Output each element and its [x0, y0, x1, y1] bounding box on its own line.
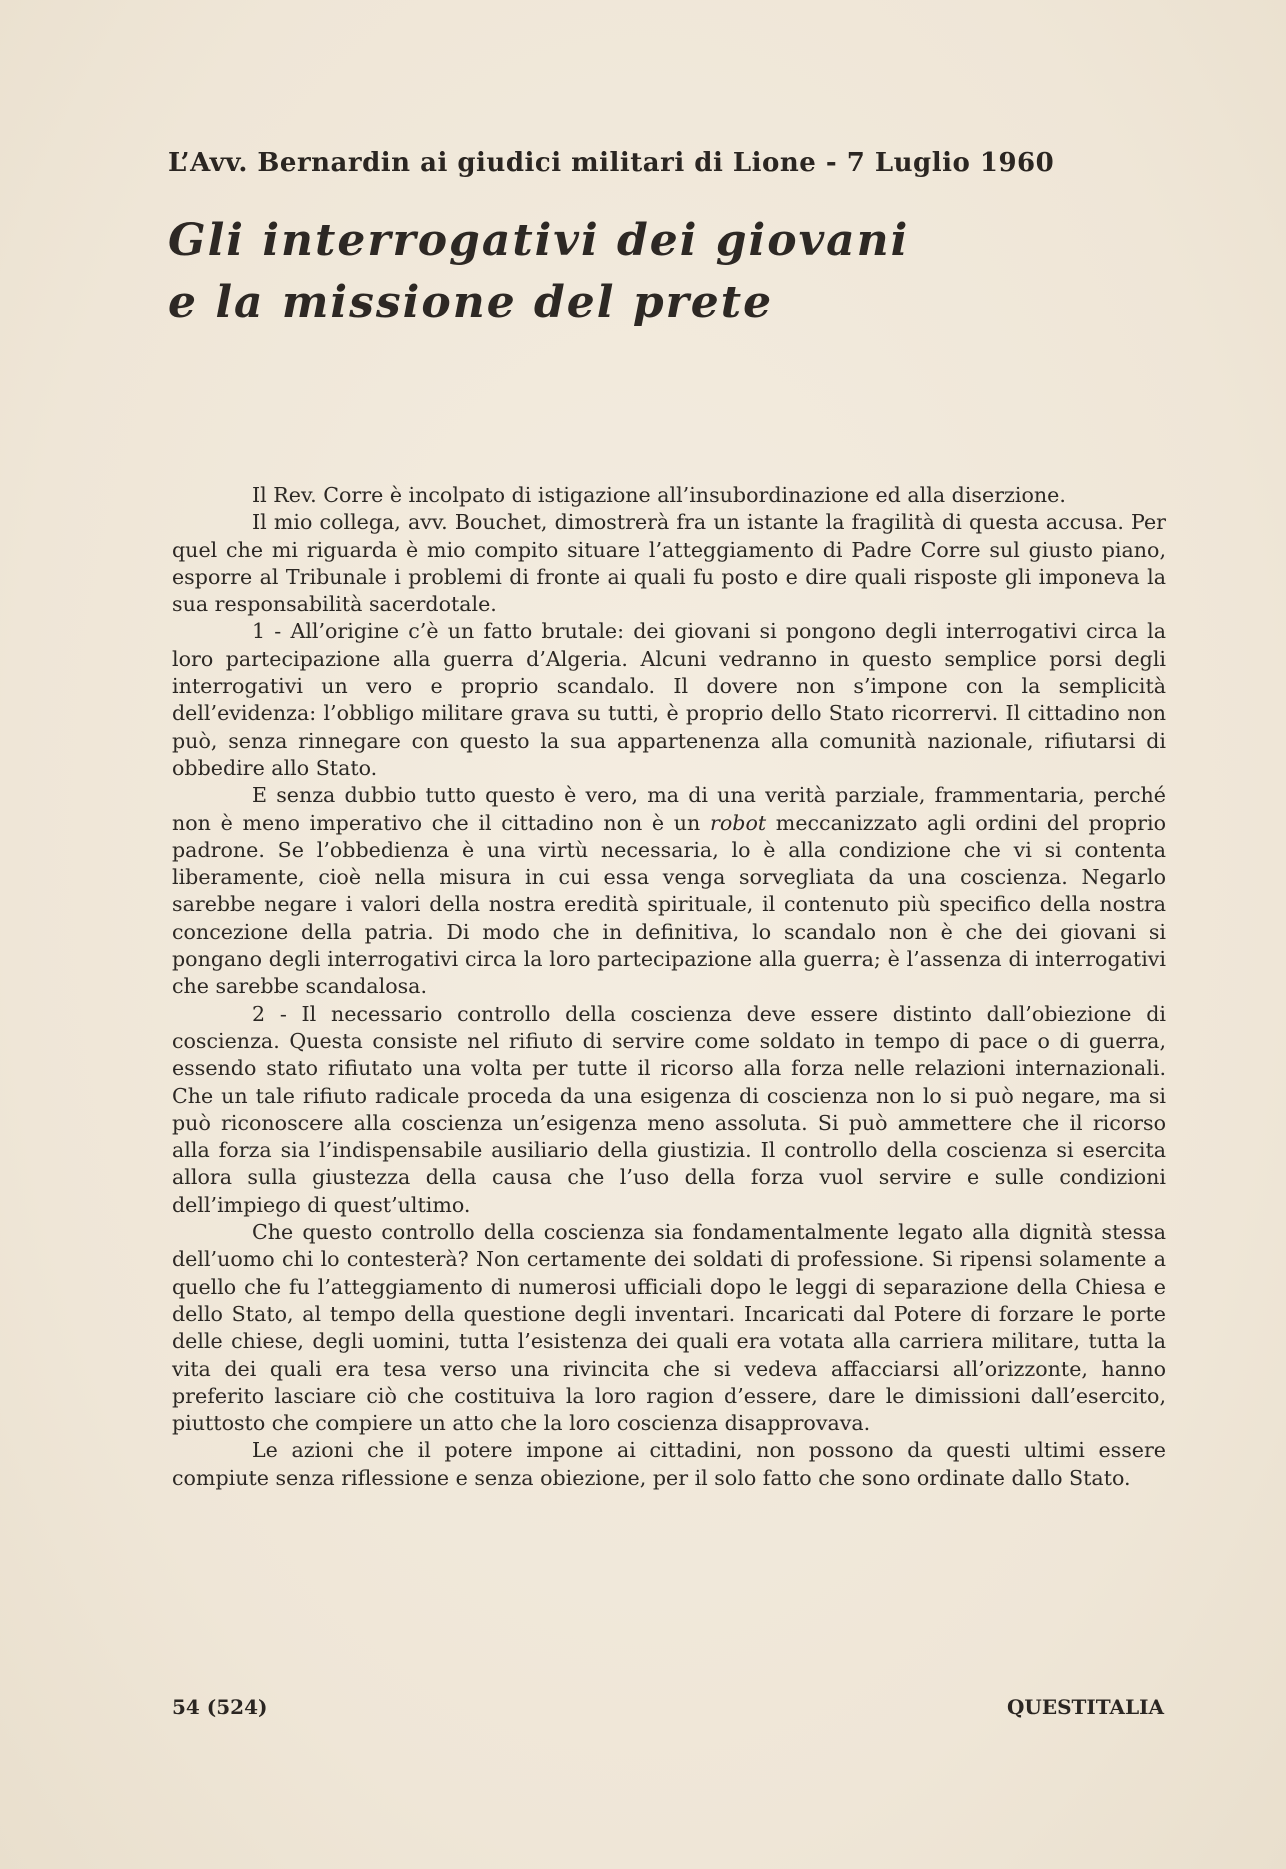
article-title: [168, 210, 1168, 334]
paragraph: Il mio collega, avv. Bouchet, dimostrerà fra un istante la fragilità di questa accusa. Per quel che mi riguarda è mio compito situare l’atteggiamento di Padre Corre sul giusto piano, esporre al Tribunale i problemi di fronte ai quali fu posto e dire quali risposte gli imponeva la sua responsabilità sacerdotale.: [172, 510, 1166, 617]
article-body: [172, 482, 1166, 1492]
paragraph: 2 - Il necessario controllo della coscienza deve essere distinto dall’obiezione di coscienza. Questa consiste nel rifiuto di servire come soldato in tempo di pace o di guerra, essendo stato rifiutato una volta per tutte il ricorso alla forza nelle relazioni internazionali. Che un tale rifiuto radicale proceda da una esigenza di coscienza non lo si può negare, ma si può riconoscere alla coscienza un’esigenza meno assoluta. Si può ammettere che il ricorso alla forza sia l’indispensabile ausiliario della giustizia. Il controllo della coscienza si esercita allora sulla giustezza della causa che l’uso della forza vuol servire e sulle condizioni dell’impiego di quest’ultimo.: [172, 1001, 1166, 1217]
publication-name: QUESTITALIA: [1006, 1695, 1164, 1719]
paragraph: Il Rev. Corre è incolpato di istigazione all’insubordinazione ed alla diserzione.: [252, 483, 1066, 507]
article-title-line-2: e la missione del prete: [168, 277, 774, 328]
paragraph: 1 - All’origine c’è un fatto brutale: dei giovani si pongono degli interrogativi circa la loro partecipazione alla guerra d’Algeria. Alcuni vedranno in questo semplice porsi degli interrogativi un vero e proprio scandalo. Il dovere non s’impone con la semplicità dell’evidenza: l’obbligo militare grava su tutti, è proprio dello Stato ricorrervi. Il cittadino non può, senza rinnegare con questo la sua appartenenza alla comunità nazionale, rifiutarsi di obbedire allo Stato.: [172, 619, 1166, 780]
article-kicker: L’Avv. Bernardin ai giudici militari di Lione - 7 Luglio 1960: [168, 148, 1055, 178]
paragraph: Che questo controllo della coscienza sia fondamentalmente legato alla dignità stessa dell’uomo chi lo contesterà? Non certamente dei soldati di professione. Si ripensi solamente a quello che fu l’atteggiamento di numerosi ufficiali dopo le leggi di separazione della Chiesa e dello Stato, al tempo della questione degli inventari. Incaricati dal Potere di forzare le porte delle chiese, degli uomini, tutta l’esistenza dei quali era votata alla carriera militare, tutta la vita dei quali era tesa verso una rivincita che si vedeva affacciarsi all’orizzonte, hanno preferito lasciare ciò che costituiva la loro ragion d’essere, dare le dimissioni dall’esercito, piuttosto che compiere un atto che la loro coscienza disapprovava.: [172, 1220, 1166, 1436]
page-number: 54 (524): [172, 1695, 268, 1719]
paragraph: Le azioni che il potere impone ai cittadini, non possono da questi ultimi essere compiute senza riflessione e senza obiezione, per il solo fatto che sono ordinate dallo Stato.: [172, 1438, 1166, 1490]
emphasis: robot: [710, 810, 767, 835]
paragraph: E senza dubbio tutto questo è vero, ma di una verità parziale, frammentaria, perché non è meno imperativo che il cittadino non è un robot meccanizzato agli ordini del proprio padrone. Se l’obbedienza è una virtù necessaria, lo è alla condizione che vi si contenta liberamente, cioè nella misura in cui essa venga sorvegliata da una coscienza. Negarlo sarebbe negare i valori della nostra eredità spirituale, il contenuto più specifico della nostra concezione della patria. Di modo che in definitiva, lo scandalo non è che dei giovani si pongano degli interrogativi circa la loro partecipazione alla guerra; è l’assenza di interrogativi che sarebbe scandalosa.: [172, 783, 1166, 999]
article-title-line-1: Gli interrogativi dei giovani: [168, 215, 910, 266]
